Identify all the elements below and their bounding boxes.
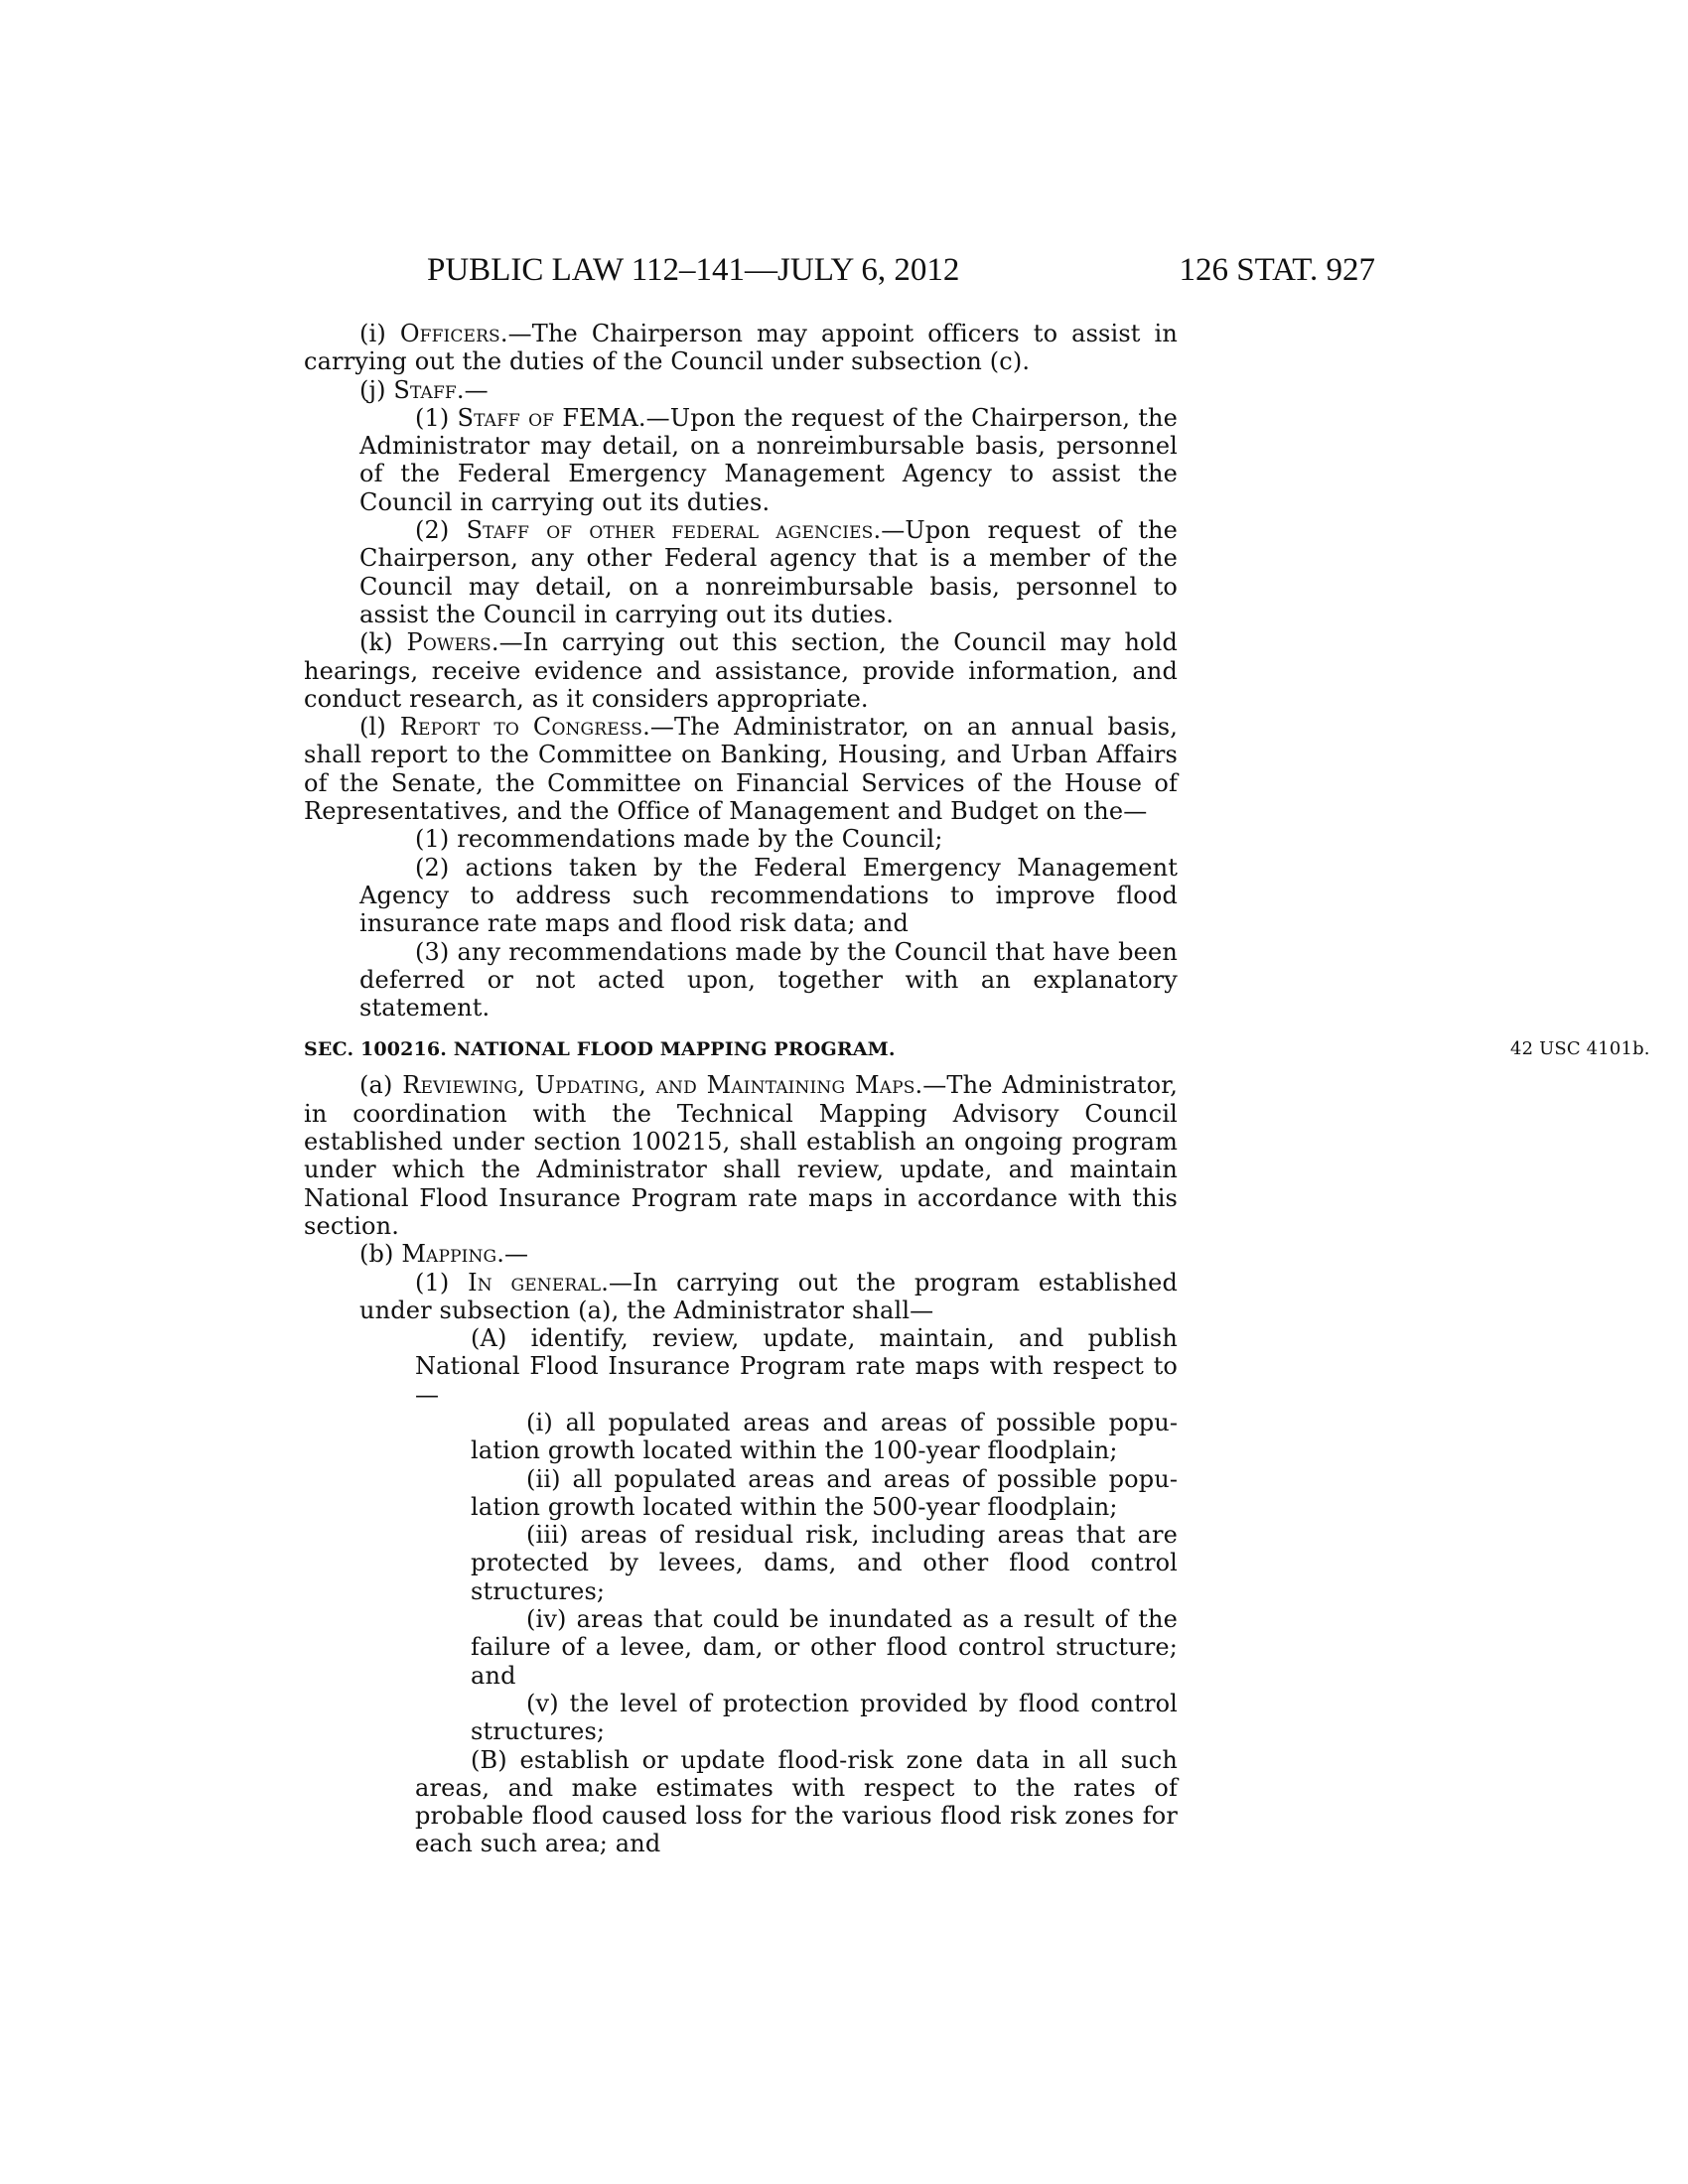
section-title: SEC. 100216. NATIONAL FLOOD MAPPING PROGRAM. <box>304 1038 896 1061</box>
subsection-heading: Officers <box>399 320 500 347</box>
subsection-j-staff: (j) Staff.— <box>359 375 489 404</box>
paragraph-heading: Staff of other federal agencies <box>466 516 874 545</box>
subsection-heading: Report to Congress <box>399 713 643 742</box>
subsection-k-powers: (k) Powers.—In carrying out this section, the Council may hold hearings, receive evidence and assistance, provide information, and conduct research, as it considers appropriate. <box>304 628 1179 713</box>
paragraph-heading: In general <box>468 1268 602 1297</box>
subsection-heading: Mapping <box>401 1240 497 1269</box>
paragraph-l2: (2) actions taken by the Federal Emergency Management Agency to address such recommendations to improve flood insurance rate maps and flood risk data; and <box>359 853 1178 938</box>
subsection-l-report-to-congress: (l) Report to Congress.—The Administrator, on an annual basis, shall report to the Committee on Banking, Housing, and Urban Affairs of the Senate, the Committee on Financial Services of the House of Representatives, and the Office of Management and Budget on the— <box>304 713 1179 826</box>
subsection-a-reviewing-maps: (a) Reviewing, Updating, and Maintaining Maps.—The Administrator, in coordination with the Technical Mapping Advisory Council established under section 100215, shall establish an ongoing program under which the Administrator shall review, update, and maintain National Flood Insurance Program rate maps in accordance with this section. <box>304 1071 1178 1240</box>
document-body <box>304 320 1650 1858</box>
paragraph-l3: (3) any recommendations made by the Council that have been deferred or not acted upon, together with an explanatory statement. <box>359 937 1178 1023</box>
clause-iii: (iii) areas of residual risk, including areas that are protected by levees, dams, and other flood control structures; <box>471 1521 1178 1605</box>
paragraph-j2-staff-of-other-agencies: (2) Staff of other federal agencies.—Upon request of the Chairperson, any other Federal agency that is a member of the Council may detail, on a nonreimbursable basis, personnel to assist the Council in carrying out its duties. <box>359 516 1178 628</box>
usc-margin-note: 42 USC 4101b. <box>1510 1038 1650 1060</box>
subsection-b-mapping: (b) Mapping.— <box>359 1240 529 1269</box>
public-law-citation: PUBLIC LAW 112–141—JULY 6, 2012 <box>427 252 960 288</box>
paragraph-l1: (1) recommendations made by the Council; <box>415 825 943 854</box>
clause-ii: (ii) all populated areas and areas of possible population growth located within the 500-year floodplain; <box>471 1464 1178 1521</box>
section-heading <box>304 1037 1650 1061</box>
subsection-heading: Powers <box>406 628 492 657</box>
subparagraph-A: (A) identify, review, update, maintain, and publish National Flood Insurance Program rate maps with respect to— <box>415 1324 1178 1409</box>
paragraph-b1-in-general: (1) In general.—In carrying out the program established under subsection (a), the Administrator shall— <box>359 1268 1178 1324</box>
subsection-heading: Staff <box>393 375 457 404</box>
paragraph-j1-staff-of-fema: (1) Staff of FEMA.—Upon the request of the Chairperson, the Administrator may detail, on a nonreimbursable basis, personnel of the Federal Emergency Management Agency to assist the Council in carrying out its duties. <box>359 403 1178 516</box>
subparagraph-B: (B) establish or update flood-risk zone data in all such areas, and make estimates with respect to the rates of probable flood caused loss for the various flood risk zones for each such area; and <box>415 1745 1178 1858</box>
clause-v: (v) the level of protection provided by flood control structures; <box>471 1689 1178 1746</box>
page-header <box>298 250 1375 290</box>
subsection-heading: Reviewing, Updating, and Maintaining Maps <box>402 1071 915 1100</box>
subsection-i-officers: (i) Officers.—The Chairperson may appoint officers to assist in carrying out the duties of the Council under subsection (c). <box>304 320 1178 376</box>
clause-iv: (iv) areas that could be inundated as a result of the failure of a levee, dam, or other flood control structure; and <box>471 1605 1178 1690</box>
paragraph-heading: Staff of FEMA <box>457 403 638 432</box>
clause-i: (i) all populated areas and areas of possible population growth located within the 100-year floodplain; <box>471 1408 1178 1465</box>
statute-page-number: 126 STAT. 927 <box>1179 252 1375 288</box>
